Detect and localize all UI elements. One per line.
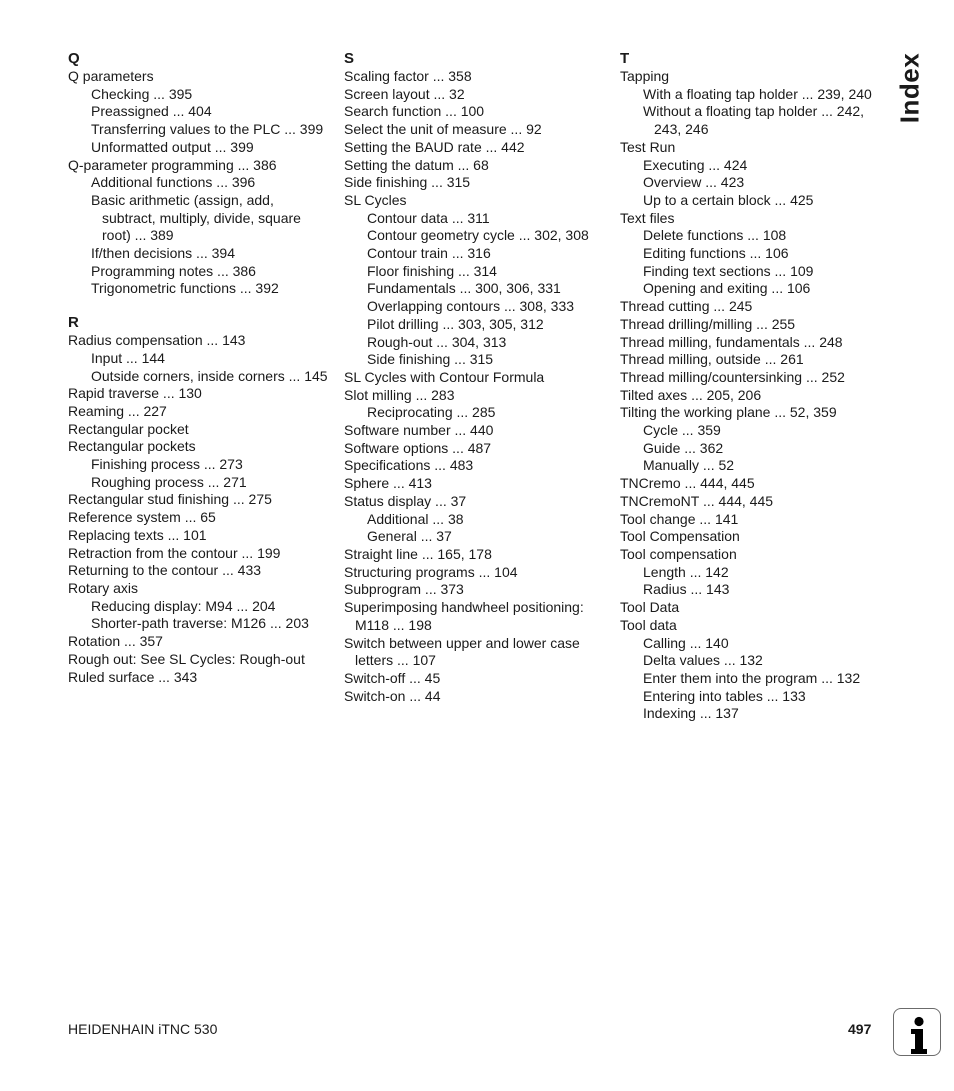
index-subentry: Cycle ... 359 xyxy=(643,422,721,439)
index-entry: TNCremo ... 444, 445 xyxy=(620,475,755,492)
index-entry: Returning to the contour ... 433 xyxy=(68,562,262,579)
index-entry: Tilting the working plane ... 52, 359 xyxy=(620,404,837,421)
index-entry: Tool compensation xyxy=(620,545,737,562)
index-entry: Thread milling/countersinking ... 252 xyxy=(620,368,845,385)
index-subentry: Unformatted output ... 399 xyxy=(91,138,254,155)
index-subentry: Indexing ... 137 xyxy=(643,705,739,722)
index-entry: Thread milling, fundamentals ... 248 xyxy=(620,333,843,350)
index-subentry: Reciprocating ... 285 xyxy=(367,404,496,421)
index-subentry: Delete functions ... 108 xyxy=(643,227,787,244)
index-entry: Rough out: See SL Cycles: Rough-out xyxy=(68,650,305,667)
index-subentry: Transferring values to the PLC ... 399 xyxy=(91,121,324,138)
index-entry: Screen layout ... 32 xyxy=(344,85,465,102)
index-entry: Q parameters xyxy=(68,68,154,84)
index-entry: Tool Compensation xyxy=(620,528,740,545)
index-entry: Tilted axes ... 205, 206 xyxy=(620,386,762,403)
index-entry: Radius compensation ... 143 xyxy=(68,332,246,349)
index-entry: Tool data xyxy=(620,616,677,633)
index-entry: Reference system ... 65 xyxy=(68,509,216,526)
index-subentry: Contour train ... 316 xyxy=(367,245,491,262)
index-entry: Search function ... 100 xyxy=(344,103,485,120)
index-subentry: Calling ... 140 xyxy=(643,634,729,651)
index-subentry: Roughing process ... 271 xyxy=(91,473,247,490)
index-subentry: Radius ... 143 xyxy=(643,581,730,598)
entries-t xyxy=(620,68,882,723)
index-subentry: Overview ... 423 xyxy=(643,174,745,191)
index-subentry: Floor finishing ... 314 xyxy=(367,262,497,279)
section-letter-q: Q xyxy=(68,50,80,67)
section-letter-t: T xyxy=(620,50,630,67)
index-subentry: Pilot drilling ... 303, 305, 312 xyxy=(367,315,544,332)
index-subentry: Opening and exiting ... 106 xyxy=(643,280,811,297)
index-subentry: Side finishing ... 315 xyxy=(367,351,494,368)
index-entry: Test Run xyxy=(620,138,676,155)
index-entry: Rectangular stud finishing ... 275 xyxy=(68,491,272,508)
index-subentry: Guide ... 362 xyxy=(643,439,724,456)
index-entry: Tool change ... 141 xyxy=(620,510,739,527)
index-entry: Switch-on ... 44 xyxy=(344,687,441,704)
index-entry: Setting the BAUD rate ... 442 xyxy=(344,138,525,155)
index-entry: Rotary axis xyxy=(68,579,139,596)
index-subentry: Finding text sections ... 109 xyxy=(643,262,814,279)
index-entry: Straight line ... 165, 178 xyxy=(344,545,492,562)
index-entry: Reaming ... 227 xyxy=(68,402,167,419)
index-subentry: Fundamentals ... 300, 306, 331 xyxy=(367,280,561,297)
side-title-text: Index xyxy=(894,52,925,124)
index-entry: Scaling factor ... 358 xyxy=(344,68,472,84)
index-entry: SL Cycles with Contour Formula xyxy=(344,368,545,385)
index-entry: SL Cycles xyxy=(344,191,407,208)
index-subentry: Additional ... 38 xyxy=(367,510,464,527)
index-entry: Tapping xyxy=(620,68,670,84)
index-subentry: Basic arithmetic (assign, add, subtract, multiply, divide, square root) ... 389 xyxy=(91,191,301,244)
index-subentry: Delta values ... 132 xyxy=(643,652,763,669)
index-entry: TNCremoNT ... 444, 445 xyxy=(620,492,774,509)
index-subentry: Checking ... 395 xyxy=(91,85,193,102)
index-entry: Structuring programs ... 104 xyxy=(344,563,518,580)
index-column-s xyxy=(344,48,606,705)
index-subentry: Contour data ... 311 xyxy=(367,209,490,226)
index-entry: Rotation ... 357 xyxy=(68,633,163,650)
index-entry: Retraction from the contour ... 199 xyxy=(68,544,281,561)
page-number: 497 xyxy=(848,1021,872,1037)
index-subentry: Outside corners, inside corners ... 145 xyxy=(91,367,328,384)
index-entry: Switch between upper and lower case letters ... 107 xyxy=(344,634,580,669)
index-subentry: Entering into tables ... 133 xyxy=(643,687,806,704)
index-column-q xyxy=(68,48,330,686)
index-subentry: Up to a certain block ... 425 xyxy=(643,191,814,208)
index-entry: Rectangular pockets xyxy=(68,438,196,455)
section-gap xyxy=(68,298,330,312)
index-subentry: Programming notes ... 386 xyxy=(91,262,256,279)
index-subentry: Rough-out ... 304, 313 xyxy=(367,333,507,350)
index-entry: Sphere ... 413 xyxy=(344,475,432,492)
index-entry: Subprogram ... 373 xyxy=(344,581,464,598)
index-subentry: If/then decisions ... 394 xyxy=(91,245,235,262)
index-entry: Specifications ... 483 xyxy=(344,457,474,474)
index-column-t xyxy=(620,48,882,723)
footer-product: HEIDENHAIN iTNC 530 xyxy=(68,1021,218,1037)
index-subentry: Overlapping contours ... 308, 333 xyxy=(367,298,575,315)
index-subentry: Enter them into the program ... 132 xyxy=(643,669,861,686)
index-entry: Thread cutting ... 245 xyxy=(620,298,753,315)
side-title xyxy=(890,52,930,122)
index-entry: Thread drilling/milling ... 255 xyxy=(620,315,796,332)
index-entry: Status display ... 37 xyxy=(344,492,467,509)
index-entry: Switch-off ... 45 xyxy=(344,669,441,686)
info-i-icon xyxy=(893,1008,941,1056)
index-entry: Superimposing handwheel positioning: M118 ... 198 xyxy=(344,599,584,633)
index-subentry: Input ... 144 xyxy=(91,349,165,366)
index-subentry: Shorter-path traverse: M126 ... 203 xyxy=(91,615,309,632)
index-entry: Rectangular pocket xyxy=(68,420,189,437)
index-subentry: Contour geometry cycle ... 302, 308 xyxy=(367,227,589,244)
index-subentry: Length ... 142 xyxy=(643,563,729,580)
index-entry: Tool Data xyxy=(620,599,680,616)
index-subentry: Preassigned ... 404 xyxy=(91,103,212,120)
index-subentry: General ... 37 xyxy=(367,528,452,545)
index-entry: Side finishing ... 315 xyxy=(344,174,471,191)
index-subentry: Reducing display: M94 ... 204 xyxy=(91,597,276,614)
entries-s xyxy=(344,68,606,705)
index-entry: Software options ... 487 xyxy=(344,439,492,456)
index-subentry: Finishing process ... 273 xyxy=(91,456,243,473)
index-subentry: Editing functions ... 106 xyxy=(643,245,789,262)
index-subentry: Additional functions ... 396 xyxy=(91,174,256,191)
index-entry: Rapid traverse ... 130 xyxy=(68,385,202,402)
index-entry: Select the unit of measure ... 92 xyxy=(344,121,542,138)
index-subentry: Executing ... 424 xyxy=(643,156,748,173)
section-letter-r: R xyxy=(68,314,79,332)
index-entry: Text files xyxy=(620,209,675,226)
index-entry: Thread milling, outside ... 261 xyxy=(620,351,804,368)
index-subentry: Manually ... 52 xyxy=(643,457,735,474)
index-entry: Q-parameter programming ... 386 xyxy=(68,156,277,173)
index-entry: Replacing texts ... 101 xyxy=(68,526,207,543)
section-letter-s: S xyxy=(344,50,355,67)
entries-q xyxy=(68,68,330,298)
index-subentry: Trigonometric functions ... 392 xyxy=(91,280,279,297)
index-entry: Ruled surface ... 343 xyxy=(68,668,198,685)
entries-r xyxy=(68,332,330,686)
index-subentry: Without a floating tap holder ... 242, 243, 246 xyxy=(643,103,865,138)
index-subentry: With a floating tap holder ... 239, 240 xyxy=(643,85,872,102)
index-entry: Slot milling ... 283 xyxy=(344,386,455,403)
index-entry: Software number ... 440 xyxy=(344,422,494,439)
index-entry: Setting the datum ... 68 xyxy=(344,156,489,173)
